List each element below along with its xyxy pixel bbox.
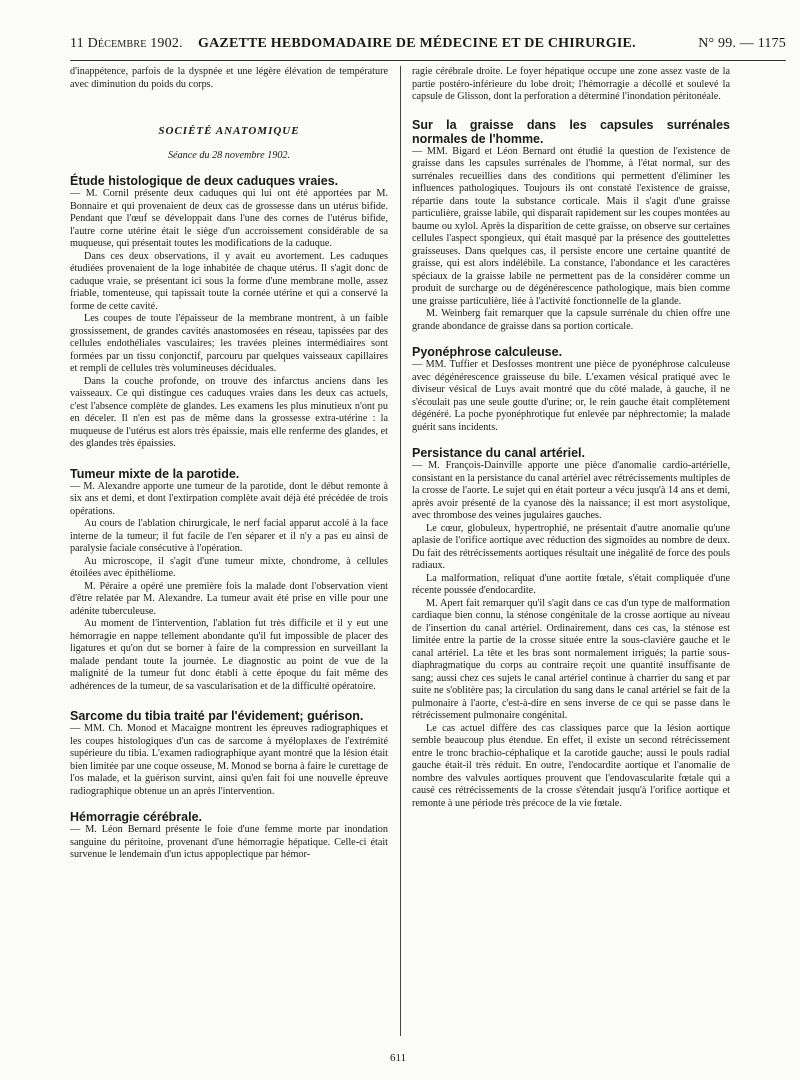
article-paragraph: — M. Léon Bernard présente le foie d'une femme morte par inondation sanguine du péritoine, provenant d'une hémorragie hépatique. Celle-ci était survenue le lendemain d'un ictus appoplectique par hémor- [70, 824, 388, 860]
page-number: 611 [390, 1052, 407, 1064]
header-journal-title: GAZETTE HEBDOMADAIRE DE MÉDECINE ET DE CHIRURGIE. [198, 36, 636, 51]
left-column [70, 66, 388, 862]
article-paragraph: — MM. Tuffier et Desfosses montrent une pièce de pyonéphrose calculeuse avec dégénérescence graisseuse du bile. L'examen vésical pratiqué avec le diviseur vésical de Luys avait montré que du côté malade, à gauche, il ne s'écoulait pas une seule goutte d'urine; or, le rein gauche était complètement dégénéré. La poche pyonéphrotique fut enlevée par néphrectomie; la malade guérit sans incidents. [412, 359, 730, 433]
article-title: Persistance du canal artériel. [412, 446, 586, 460]
article-paragraph: — MM. Ch. Monod et Macaigne montrent les épreuves radiographiques et les coupes histologiques d'un cas de sarcome à myéloplaxes de l'extrémité supérieure du tibia. L'examen radiographique ayant montré que la lésion était bien limitée par une coque osseuse, M. Monod se borna à faire le curettage de l'os malade, et la guérison survint, ainsi qu'en fait foi une nouvelle épreuve radiographique obtenue un an après l'intervention. [70, 723, 388, 797]
article-paragraph: Dans ces deux observations, il y avait eu avortement. Les caduques étudiées provenaient de la loge inhabitée de chaque utérus. Il s'agit donc de caduque vraie, se présentant ici sous la forme d'une membrane molle, assez friable, tomenteuse, qui tapissait toute la cornée utérine et qui a conservé la forme de cette cavité. [70, 250, 388, 312]
article-title: Pyonéphrose calculeuse. [412, 345, 563, 359]
article-title: Sur la graisse dans les capsules surrénales normales de l'homme. [412, 117, 730, 146]
article-paragraph: La malformation, reliquat d'une aortite fœtale, s'était compliquée d'une récente poussée d'endocardite. [412, 572, 730, 596]
article-title: Tumeur mixte de la parotide. [70, 466, 240, 481]
article-paragraph: — M. François-Dainville apporte une pièce d'anomalie cardio-artérielle, consistant en la persistance du canal artériel avec rétrécissements multiples de la crosse de l'aorte. Le sujet qui en était porteur a vécu jusqu'à 14 ans et demi, après avoir présenté de la cyanose dès la naissance; il est mort asystolique, avec thrombose des veines jugulaires gauches. [412, 460, 730, 521]
article-paragraph: Les coupes de toute l'épaisseur de la membrane montrent, à un faible grossissement, de grandes cavités anastomosées en réseau, tapissées par des cellules endothéliales vasculaires; les travées pleines intermédiaires sont formées par un tissu conjonctif, parcouru par quelques vaisseaux capillaires et rempli de cellules très volumineuses déciduales. [70, 313, 388, 374]
continued-paragraph: d'inappétence, parfois de la dyspnée et une légère élévation de température avec diminution du poids du corps. [70, 66, 388, 90]
article-title: Sarcome du tibia traité par l'évidement; guérison. [70, 709, 364, 723]
society-heading: SOCIÉTÉ ANATOMIQUE [158, 125, 300, 137]
session-date: Séance du 28 novembre 1902. [167, 149, 291, 161]
running-header [70, 28, 786, 58]
article-paragraph: — M. Alexandre apporte une tumeur de la parotide, dont le début remonte à six ans et demi, et dont l'extirpation complète avait déjà été précédée de trois opérations. [70, 480, 388, 517]
article-title: Hémorragie cérébrale. [70, 810, 203, 824]
header-issue-page: N° 99. — 1175 [698, 36, 786, 51]
article-paragraph: M. Weinberg fait remarquer que la capsule surrénale du chien offre une grande abondance de graisse dans sa portion corticale. [412, 308, 730, 332]
article-paragraph: M. Apert fait remarquer qu'il s'agit dans ce cas d'un type de malformation cardiaque bien connu, la sténose congénitale de la crosse aortique au niveau de l'insertion du canal artériel. Ordinairement, dans ces cas, la sténose est limitée entre la partie de la crosse située entre la sous-clavière gauche et le canal artériel. La tête et les bras sont normalement irrigués; la partie sous-diaphragmatique du corps au contraire reçoit une quantité insuffisante de sang; aussi chez ces sujets le canal artériel continue à charrier du sang et par suite ne s'oblitère pas; la circulation du sang dans le canal artériel se fait de la pulmonaire à l'aorte, c'est-à-dire en sens inverse de ce qui se passe dans le rétrécissement pulmonaire congénital. [412, 597, 730, 721]
article-paragraph: Au cours de l'ablation chirurgicale, le nerf facial apparut accolé à la face interne de la tumeur; il fut facile de l'en séparer et il n'y a pas eu ainsi de paralysie faciale consécutive à l'opération. [70, 518, 388, 554]
article-paragraph: Dans la couche profonde, on trouve des infarctus anciens dans les vaisseaux. Ce qui distingue ces caduques vraies dans les deux cas actuels, c'est l'absence complète de glandes. Les examens les plus minutieux n'ont pu en déceler. Il n'en est pas de même dans la grossesse extra-utérine : la muqueuse de l'utérus est alors très épaissie, mais elle renferme des glandes, et des glandes très épaissies. [70, 375, 388, 449]
continued-paragraph: ragie cérébrale droite. Le foyer hépatique occupe une zone assez vaste de la partie postéro-inférieure du lobe droit; l'hémorragie a décollé et soulevé la capsule de Glisson, dont la perforation a déterminé l'inondation péritonéale. [412, 66, 730, 102]
article-paragraph: M. Péraire a opéré une première fois la malade dont l'observation vient d'être relatée par M. Alexandre. La tumeur avait été prise en ville pour une adénite tuberculeuse. [70, 580, 388, 617]
article-paragraph: Au microscope, il s'agit d'une tumeur mixte, chondrome, à cellules étoilées avec épithéliome. [70, 555, 388, 579]
article-paragraph: — M. Cornil présente deux caduques qui lui ont été apportées par M. Bonnaire et qui provenaient de deux cas de grossesse dans un utérus bifide. Pendant que l'œuf se développait dans l'une des cornes de l'utérus bifide, l'autre corne utérine était le siège d'un accroissement considérable de sa muqueuse, qui présentait toutes les modifications de la caduque. [70, 188, 388, 249]
article-paragraph: Le cœur, globuleux, hypertrophié, ne présentait d'autre anomalie qu'une aplasie de l'orifice aortique avec réduction des sigmoïdes au nombre de deux. Du fait des rétrécissements aortiques résultait une inégalité de force des pouls radiaux. [412, 522, 730, 571]
column-divider [400, 66, 401, 1036]
header-rule [70, 60, 786, 61]
article-paragraph: Le cas actuel diffère des cas classiques parce que la lésion aortique semble beaucoup plus étendue. En effet, il existe un second rétrécissement entre le tronc brachio-céphalique et la carotide gauche; aussi le pouls radial gauche était-il très réduit. En outre, l'endocardite aortique et l'anomalie de nombre des valvules aortiques prouvent que l'endovascularite fœtale qui a causé ces rétrécissements de la crosse s'étendait jusqu'à l'orifice aortique et remonte à une période très précoce de la vie fœtale. [412, 722, 730, 809]
article-paragraph: — MM. Bigard et Léon Bernard ont étudié la question de l'existence de graisse dans les capsules surrénales de l'homme, à l'état normal, sur des surrénales recueillies dans des conditions qui permettent d'éliminer les influences pathologiques. Toujours ils ont constaté l'existence de graisse, répartie dans toute la substance corticale. Mais il s'agit d'une graisse particulière, graisse labile, qui disparaît rapidement sur les coupes montées au baume ou xylol. Après la disparition de cette graisse, on observe sur certaines cellules l'aspect spongieux, qui était masqué par la présence des gouttelettes graisseuses. Dans quelques cas, il persiste encore une certaine quantité de graisse, qui est alors indélébile. La constance, l'abondance et les caractères spéciaux de la graisse labile ne permettent pas de la considérer comme un produit de surcharge ou de dégénérescence pathologique, mais bien comme une graisse particulière, liée à l'activité fonctionnelle de la glande. [412, 145, 730, 307]
article-title: Étude histologique de deux caduques vraies. [70, 174, 339, 188]
header-date: 11 Décembre 1902. [70, 36, 183, 51]
article-paragraph: Au moment de l'intervention, l'ablation fut très difficile et il y eut une hémorragie en nappe tellement abondante qu'il fut impossible de placer des ligatures et qu'on dut se borner à faire de la compression en surveillant la malade pendant toute la journée. Le diagnostic au point de vue de la malignité de la tumeur fut donc établi à cette époque du fait même des adhérences de la tumeur, de sa vascularisation et de la difficulté opératoire. [70, 618, 388, 692]
right-column [412, 66, 730, 810]
